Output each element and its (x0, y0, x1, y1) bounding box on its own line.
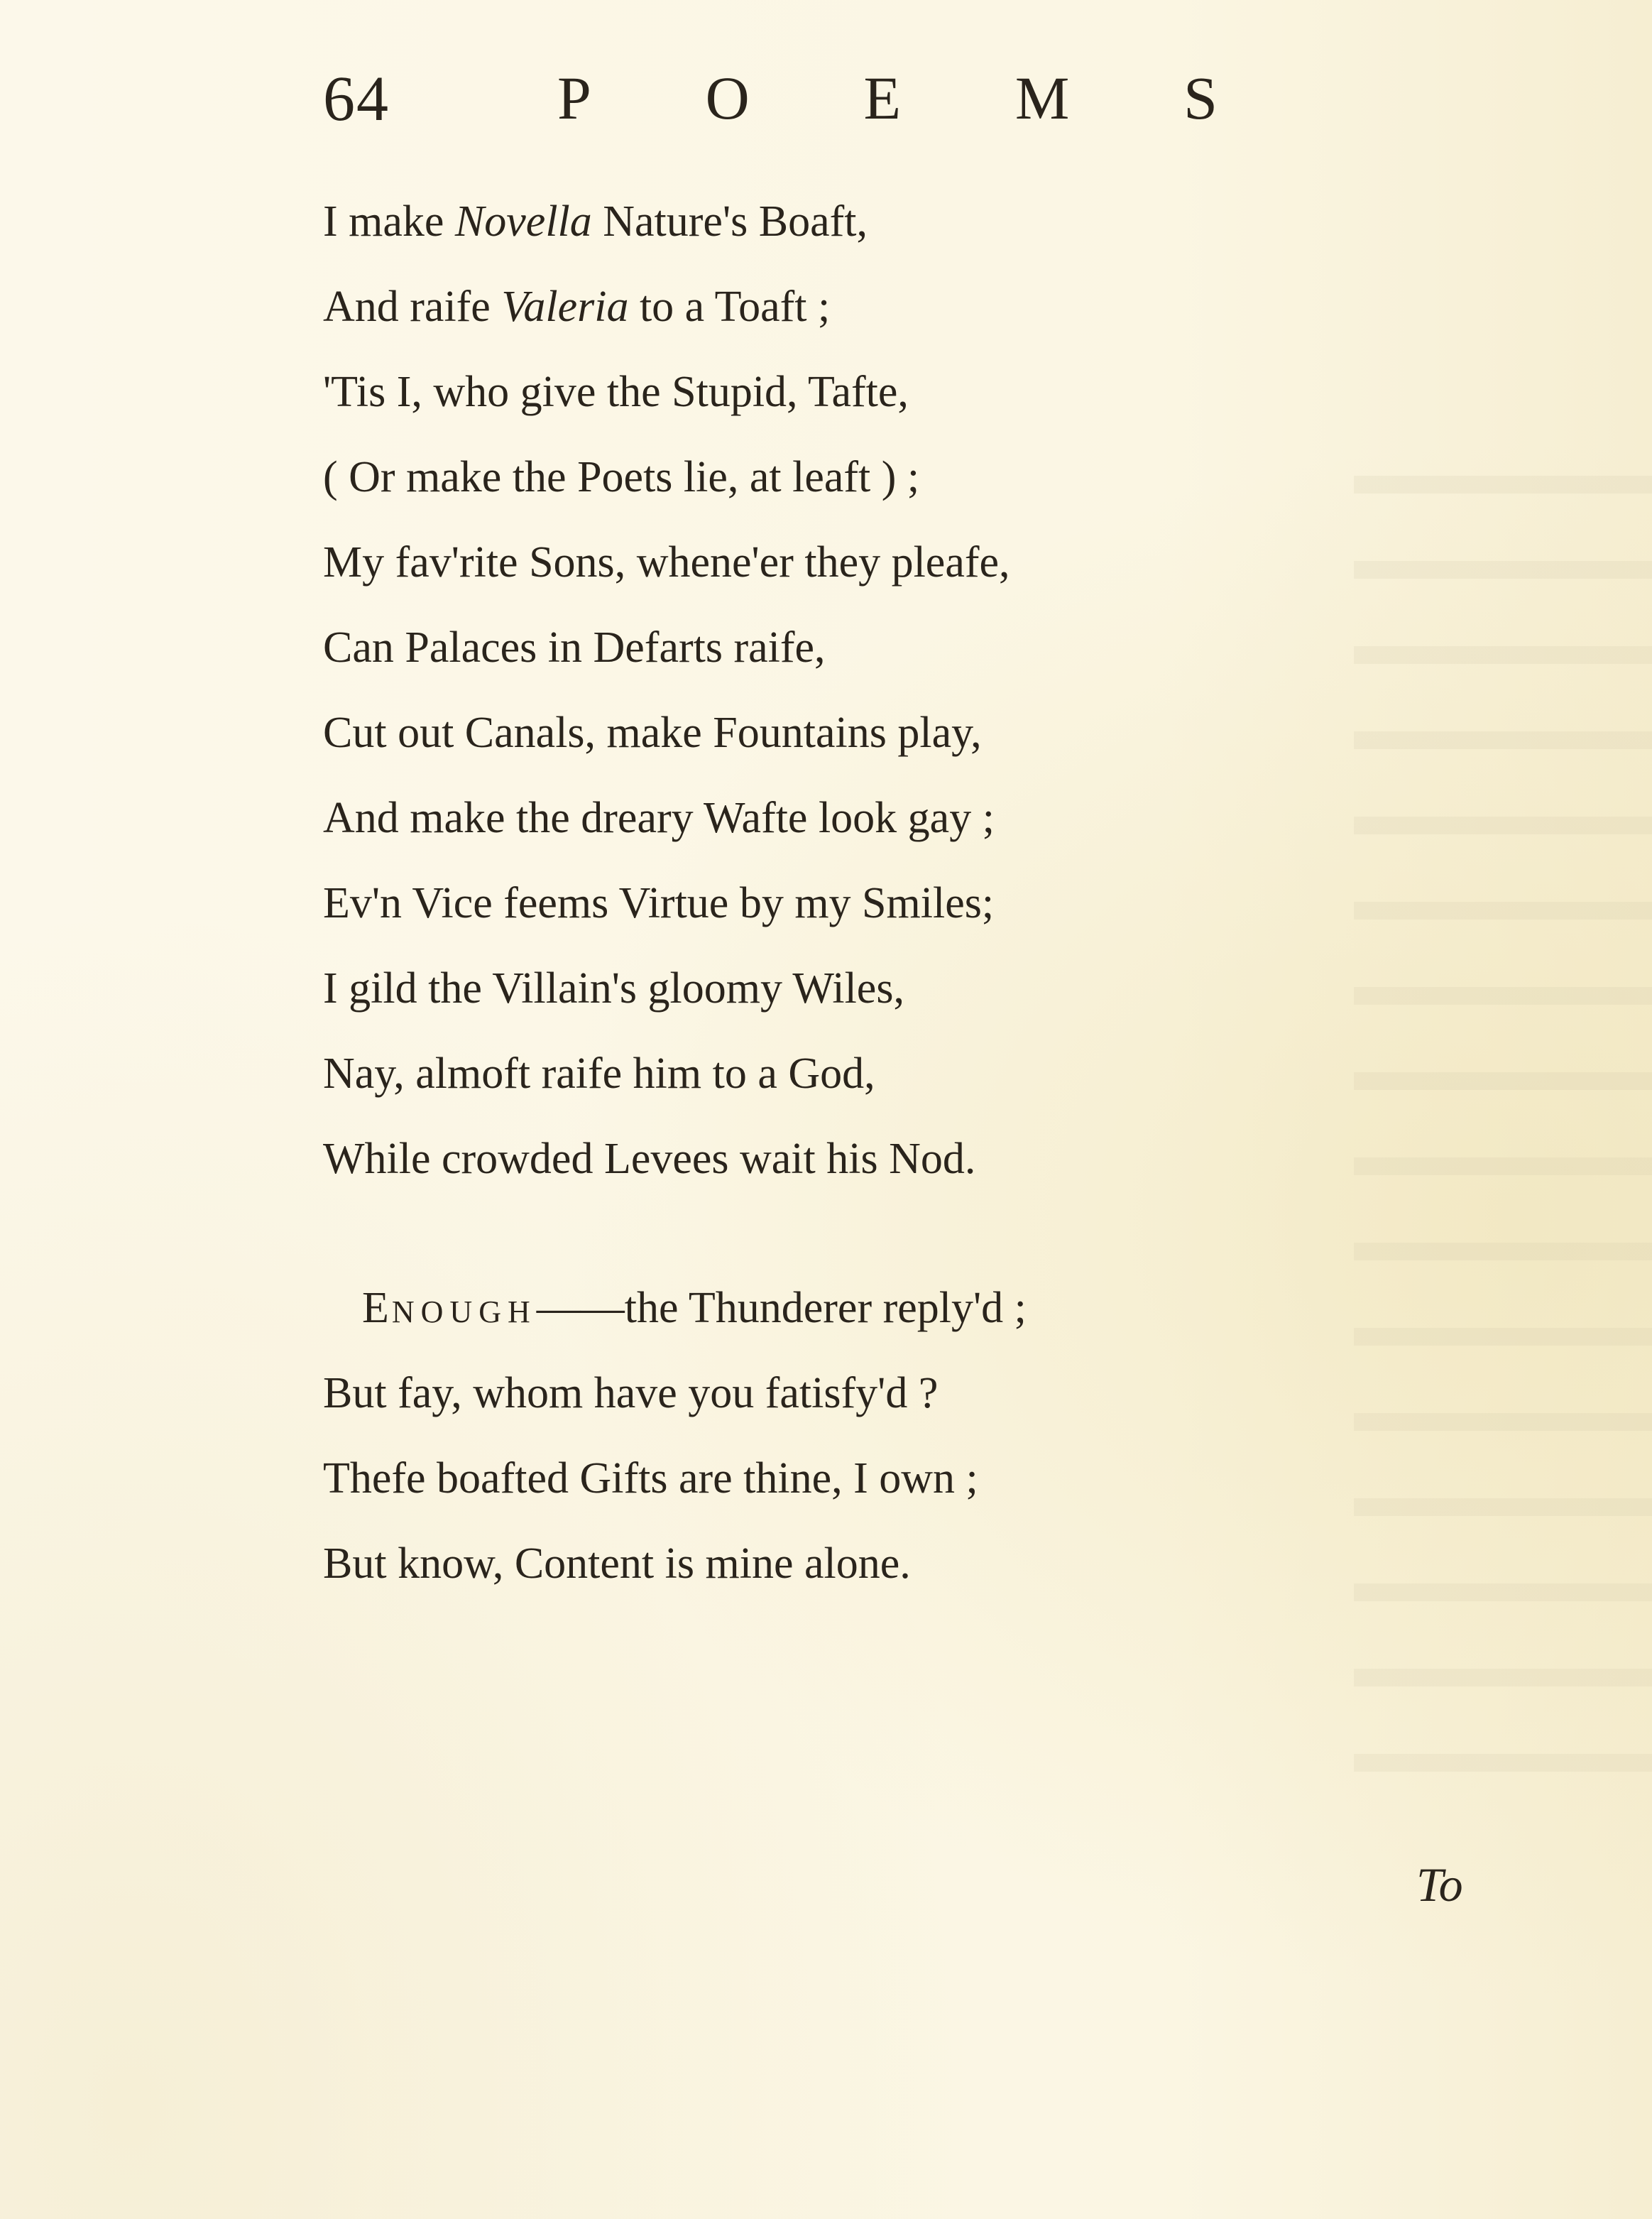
stanza-1 (323, 179, 1010, 1201)
catchword: To (1416, 1858, 1463, 1912)
verse-text: Ev'n Vice feems Virtue by my Smiles; (323, 879, 995, 927)
verse-text: Can Palaces in Defarts raife, (323, 623, 826, 672)
verse-line (323, 1116, 1010, 1201)
verse-line (323, 1031, 1010, 1116)
verse-text: Thefe boafted Gifts are thine, I own ; (323, 1454, 978, 1503)
verse-text: Nature's Boaft, (591, 197, 868, 246)
verse-line (323, 1436, 1027, 1521)
running-head-letter: O (705, 64, 750, 132)
verse-text: While crowded Levees wait his Nod. (323, 1135, 976, 1183)
verse-line (323, 349, 1010, 435)
verse-line (323, 520, 1010, 605)
stanza-2 (323, 1265, 1027, 1606)
verse-text: ——the Thunderer reply'd ; (536, 1284, 1027, 1332)
verse-line (323, 1265, 1027, 1351)
verse-line (323, 1521, 1027, 1606)
verse-text: to a Toaft ; (628, 283, 831, 331)
verse-line (323, 775, 1010, 861)
verse-text: My fav'rite Sons, whene'er they pleafe, (323, 538, 1010, 587)
verse-text: And raife (323, 283, 502, 331)
verse-line (323, 1351, 1027, 1436)
running-head (557, 64, 1218, 132)
verse-line (323, 264, 1010, 349)
verse-line (323, 605, 1010, 690)
verse-text: Nay, almoft raife him to a God, (323, 1049, 875, 1098)
verse-line (323, 946, 1010, 1031)
show-through-shadow (1354, 426, 1652, 1775)
running-head-letter: E (863, 64, 902, 132)
verse-text: 'Tis I, who give the Stupid, Tafte, (323, 368, 909, 416)
verse-text: But know, Content is mine alone. (323, 1539, 911, 1588)
italic-name: Valeria (501, 283, 629, 331)
running-head-letter: S (1183, 64, 1218, 132)
verse-text: Cut out Canals, make Fountains play, (323, 709, 982, 757)
verse-text: And make the dreary Wafte look gay ; (323, 794, 995, 842)
verse-text: I make (323, 197, 455, 246)
verse-text: ( Or make the Poets lie, at leaft ) ; (323, 453, 920, 501)
verse-text: NOUGH (391, 1294, 537, 1329)
running-head-letter: P (557, 64, 591, 132)
page-number: 64 (323, 64, 390, 134)
verse-line (323, 861, 1010, 946)
verse-line (323, 690, 1010, 775)
verse-text: But fay, whom have you fatisfy'd ? (323, 1369, 939, 1417)
running-head-letter: M (1014, 64, 1070, 132)
verse-text: E (362, 1284, 392, 1332)
italic-name: Novella (454, 197, 592, 246)
page-header (323, 64, 1218, 146)
verse-line (323, 435, 1010, 520)
verse-text: I gild the Villain's gloomy Wiles, (323, 964, 904, 1013)
verse-line (323, 179, 1010, 264)
